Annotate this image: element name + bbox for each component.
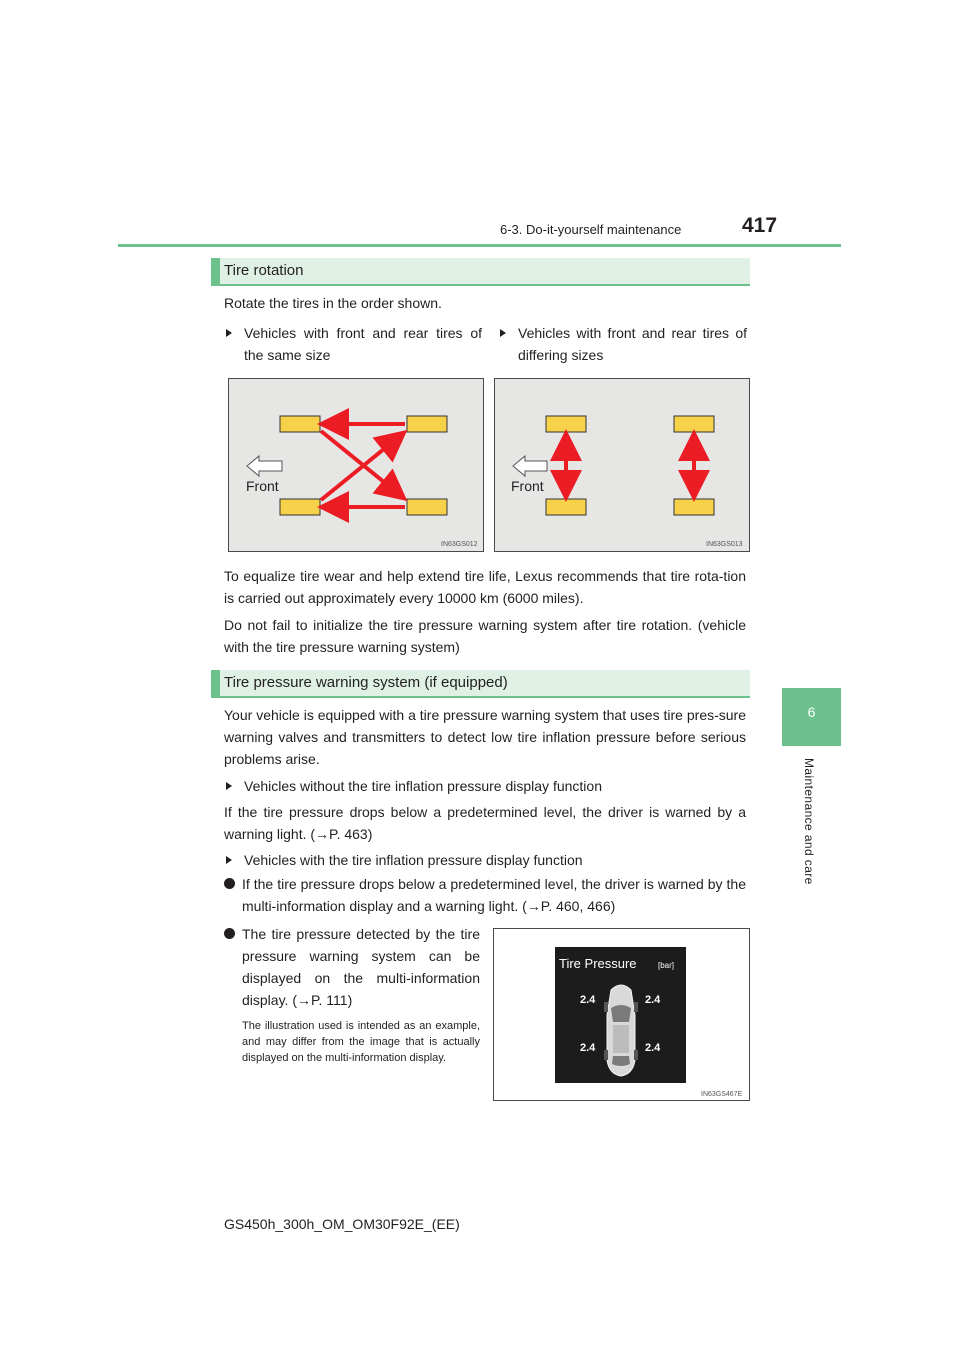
tire-pressure-display-figure (493, 928, 750, 1101)
document-code-footer: GS450h_300h_OM_OM30F92E_(EE) (224, 1216, 460, 1232)
case-same-size: Vehicles with front and rear tires of the same size (226, 322, 482, 366)
triangle-bullet-icon (226, 856, 232, 864)
tire-front-right (546, 499, 586, 515)
rear-left-pressure: 2.4 (580, 1042, 596, 1054)
figure-code: IN63GS013 (706, 541, 743, 548)
car-top-view-icon (603, 980, 639, 1078)
triangle-bullet-icon (226, 329, 232, 337)
illustration-note: The illustration used is intended as an example, and may differ from the image that is actually displayed on the multi-information display. (242, 1020, 480, 1064)
figure-code: IN63GS012 (441, 541, 478, 548)
rotation-interval-paragraph: To equalize tire wear and help extend tire life, Lexus recommends that tire rota-tion is carried out approximately every 10000 km (6000 miles). (224, 568, 746, 606)
front-left-pressure: 2.4 (580, 994, 596, 1006)
with-display-item: The tire pressure detected by the tire pressure warning system can be displayed on the multi-information display. (→P. 111) (224, 923, 480, 1011)
front-arrow-icon (247, 456, 282, 476)
tire-rotation-intro: Rotate the tires in the order shown. (224, 295, 442, 311)
tire-front-left (280, 416, 320, 432)
display-unit: [bar] (658, 961, 675, 970)
with-display-item: If the tire pressure drops below a predetermined level, the driver is warned by the multi-information display and a warning light. (→P. 460, 466) (224, 873, 746, 917)
round-bullet-icon (224, 928, 235, 939)
rotation-arrow (321, 431, 395, 491)
tire-front-left (546, 416, 586, 432)
figure-code: IN63GS467E (701, 1091, 743, 1098)
tire-rear-left (407, 416, 447, 432)
case-with-display: Vehicles with the tire inflation pressure display function (226, 849, 746, 871)
rear-right-pressure: 2.4 (645, 1042, 661, 1054)
tire-rear-left (674, 416, 714, 432)
front-label: Front (511, 478, 544, 494)
without-display-text: If the tire pressure drops below a predetermined level, the driver is warned by a warning light. (→P. 463) (224, 804, 746, 842)
initialize-reminder-paragraph: Do not fail to initialize the tire pressure warning system after tire rotation. (vehicle with the tire pressure warning system) (224, 617, 746, 655)
display-title: Tire Pressure (559, 956, 637, 971)
header-rule (118, 244, 841, 247)
front-label: Front (246, 478, 279, 494)
section-heading-tire-rotation: Tire rotation (211, 258, 750, 286)
chapter-tab-label: Maintenance and care (802, 758, 816, 885)
front-right-pressure: 2.4 (645, 994, 661, 1006)
tpws-intro: Your vehicle is equipped with a tire pressure warning system that uses tire pres-sure warning valves and transmitters to detect low tire inflation pressure before serious problems arise. (224, 707, 746, 767)
case-differing-size: Vehicles with front and rear tires of differing sizes (500, 322, 747, 366)
section-heading-tpws: Tire pressure warning system (if equipped) (211, 670, 750, 698)
rotation-arrow (321, 440, 395, 500)
rotation-diagram-differing-size (494, 378, 750, 552)
tire-rear-right (674, 499, 714, 515)
triangle-bullet-icon (226, 782, 232, 790)
front-arrow-icon (513, 456, 547, 476)
page-number: 417 (742, 214, 778, 237)
case-without-display: Vehicles without the tire inflation pressure display function (226, 775, 746, 797)
multi-information-display (555, 947, 686, 1083)
tire-rear-right (407, 499, 447, 515)
round-bullet-icon (224, 878, 235, 889)
header-section-title: 6-3. Do-it-yourself maintenance (500, 222, 682, 237)
chapter-tab: 6 (782, 688, 841, 746)
rotation-diagram-same-size (228, 378, 484, 552)
tire-front-right (280, 499, 320, 515)
triangle-bullet-icon (500, 329, 506, 337)
